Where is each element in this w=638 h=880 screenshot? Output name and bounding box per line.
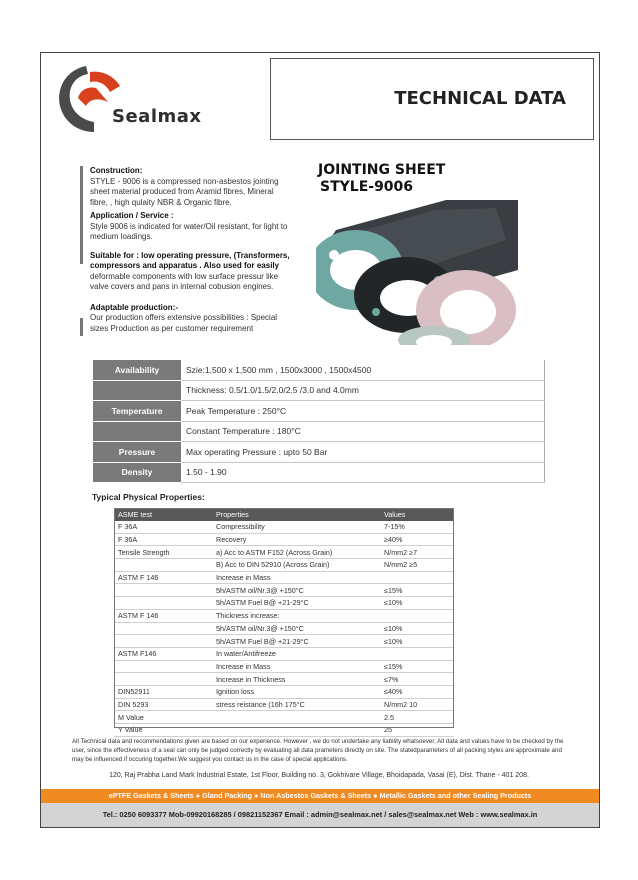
spec-label: Density (93, 462, 181, 483)
spec-row (93, 401, 545, 422)
table-row (114, 546, 454, 559)
value-cell: N/mm2 ≥5 (380, 559, 454, 572)
asme-test-cell (114, 673, 212, 686)
spec-label: Pressure (93, 442, 181, 463)
spec-value: Szie:1,500 x 1,500 mm , 1500x3000 , 1500x4500 (181, 360, 545, 380)
column-header: Properties (212, 508, 380, 521)
adaptable-heading: Adaptable production:- (90, 302, 178, 312)
value-cell: 25 (380, 724, 454, 737)
property-cell: 5h/ASTM oil/Nr.3@ +150°C (212, 584, 380, 597)
spec-label: Availability (93, 360, 181, 380)
spec-row (93, 360, 545, 380)
property-cell: 5h/ASTM Fuel B@ +21-29°C (212, 635, 380, 648)
construction-heading: Construction: (90, 166, 143, 175)
value-cell (380, 571, 454, 584)
property-cell: Compressibility (212, 521, 380, 533)
spec-row (93, 421, 545, 442)
asme-test-cell: F 36A (114, 533, 212, 546)
value-cell: 7-15% (380, 521, 454, 533)
application-heading: Application / Service : (90, 211, 174, 220)
spec-value: Max operating Pressure : upto 50 Bar (181, 442, 545, 463)
application-text: Style 9006 is indicated for water/Oil resistant, for light to medium loadings. (90, 221, 288, 241)
spec-value: Thickness: 0.5/1.0/1.5/2.0/2.5 /3.0 and 4.0mm (181, 380, 545, 401)
asme-test-cell: DIN52911 (114, 685, 212, 698)
asme-test-cell (114, 584, 212, 597)
value-cell (380, 647, 454, 660)
asme-test-cell: F 36A (114, 521, 212, 533)
property-cell: Increase in Mass (212, 571, 380, 584)
spec-value: Peak Temperature : 250°C (181, 401, 545, 422)
property-cell: In water/Antifreeze (212, 647, 380, 660)
construction-text: STYLE - 9006 is a compressed non-asbestos jointing sheet material produced from Aramid fibres, Mineral fibre, , high qulaity NBR & Organic fibre. (90, 176, 279, 207)
gasket-product-image (316, 200, 518, 345)
property-cell: 5h/ASTM Fuel B@ +21-29°C (212, 597, 380, 610)
table-row (114, 533, 454, 546)
property-cell (212, 711, 380, 724)
page-title: TECHNICAL DATA (394, 88, 566, 109)
value-cell: N/mm2 ≥7 (380, 546, 454, 559)
brand-name: Sealmax (112, 106, 202, 127)
value-cell: ≤7% (380, 673, 454, 686)
property-cell: Increase in Mass (212, 660, 380, 673)
property-cell: Increase in Thickness (212, 673, 380, 686)
spec-value: 1.50 - 1.90 (181, 462, 545, 483)
value-cell: ≤40% (380, 685, 454, 698)
products-banner: ePTFE Gaskets & Sheets ● Gland Packing ● Non Asbestos Gaskets & Sheets ● Metallic Gaskets and other Sealing Products (41, 789, 599, 803)
column-header: ASME test (114, 508, 212, 521)
property-cell: Thickness increase: (212, 609, 380, 622)
contact-banner: Tel.: 0250 6093377 Mob-09920168285 / 09821152367 Email : admin@sealmax.net / sales@sealmax.net Web : www.sealmax.in (41, 803, 599, 827)
property-cell: B) Acc to DIN 52910 (Across Grain) (212, 559, 380, 572)
spec-value: Constant Temperature : 180°C (181, 421, 545, 442)
value-cell: ≤10% (380, 597, 454, 610)
asme-test-cell: M Value (114, 711, 212, 724)
property-cell: stress reistance (16h 175°C (212, 698, 380, 711)
spec-label-blank (93, 421, 181, 442)
table-row (114, 521, 454, 533)
asme-test-cell: ASTM F 146 (114, 609, 212, 622)
property-cell: Ignition loss (212, 685, 380, 698)
table-header-row (114, 508, 454, 521)
physical-properties-title: Typical Physical Properties: (92, 492, 205, 502)
product-title-line1: JOINTING SHEET (318, 162, 446, 178)
property-cell: 5h/ASTM oil/Nr.3@ +150°C (212, 622, 380, 635)
table-row (114, 724, 454, 737)
table-row (114, 660, 454, 673)
column-header: Values (380, 508, 454, 521)
property-cell: Recovery (212, 533, 380, 546)
description-block (90, 166, 290, 337)
value-cell (380, 609, 454, 622)
asme-test-cell: ASTM F 146 (114, 571, 212, 584)
spec-label: Temperature (93, 401, 181, 422)
value-cell: ≤15% (380, 660, 454, 673)
table-row (114, 622, 454, 635)
asme-test-cell (114, 660, 212, 673)
asme-test-cell (114, 622, 212, 635)
value-cell: ≤15% (380, 584, 454, 597)
product-title (318, 162, 445, 196)
suitable-heading: Suitable for : low operating pressure, (Transformers, compressors and apparatus . Also used for easily (90, 250, 290, 270)
table-row (114, 698, 454, 711)
table-row (114, 609, 454, 622)
spec-row (93, 462, 545, 483)
address-text: 120, Raj Prabha Land Mark Industrial Estate, 1st Floor, Building no. 3, Gokhivare Village, Bhoidapada, Vasai (E), Dist. Thane - 401 208. (109, 772, 529, 779)
asme-test-cell: Y Value (114, 724, 212, 737)
value-cell: ≥40% (380, 533, 454, 546)
table-row (114, 597, 454, 610)
value-cell: ≤10% (380, 635, 454, 648)
table-row (114, 584, 454, 597)
asme-test-cell (114, 559, 212, 572)
table-row (114, 711, 454, 724)
table-row (114, 673, 454, 686)
table-row (114, 559, 454, 572)
spec-label-blank (93, 380, 181, 401)
suitable-text: deformable components with low surface pressur like valve covers and pans in internal cobusion engines. (90, 271, 279, 291)
table-row (114, 571, 454, 584)
asme-test-cell: ASTM F146 (114, 647, 212, 660)
asme-test-cell: Tensile Strength (114, 546, 212, 559)
table-row (114, 635, 454, 648)
value-cell: 2.5 (380, 711, 454, 724)
spec-row (93, 442, 545, 463)
spec-table (93, 360, 545, 483)
product-title-line2: STYLE-9006 (320, 179, 414, 195)
value-cell: ≤10% (380, 622, 454, 635)
table-row (114, 647, 454, 660)
asme-test-cell (114, 635, 212, 648)
property-cell: a) Acc to ASTM F152 (Across Grain) (212, 546, 380, 559)
spec-row (93, 380, 545, 401)
property-cell (212, 724, 380, 737)
physical-properties-table (114, 508, 454, 737)
table-row (114, 685, 454, 698)
asme-test-cell (114, 597, 212, 610)
accent-bar (80, 166, 83, 264)
accent-bar (80, 318, 83, 336)
asme-test-cell: DIN 5293 (114, 698, 212, 711)
disclaimer-text: All Technical data and recommendations given are based on our experience. However , we do not undertake any liability whatsoever, All data and values have to be checked by the user, since the effectiveness of a seal can only be judged correctly by evaluating all data prameters directly on site. The statedparameters of all packing styles are approximate and may be influenced if occuring together.We suggest you contact us in the case of special applications. (72, 738, 564, 763)
value-cell: N/mm2 10 (380, 698, 454, 711)
adaptable-text: Our production offers extensive possibilities : Special sizes Production as per customer requirement (90, 313, 278, 333)
